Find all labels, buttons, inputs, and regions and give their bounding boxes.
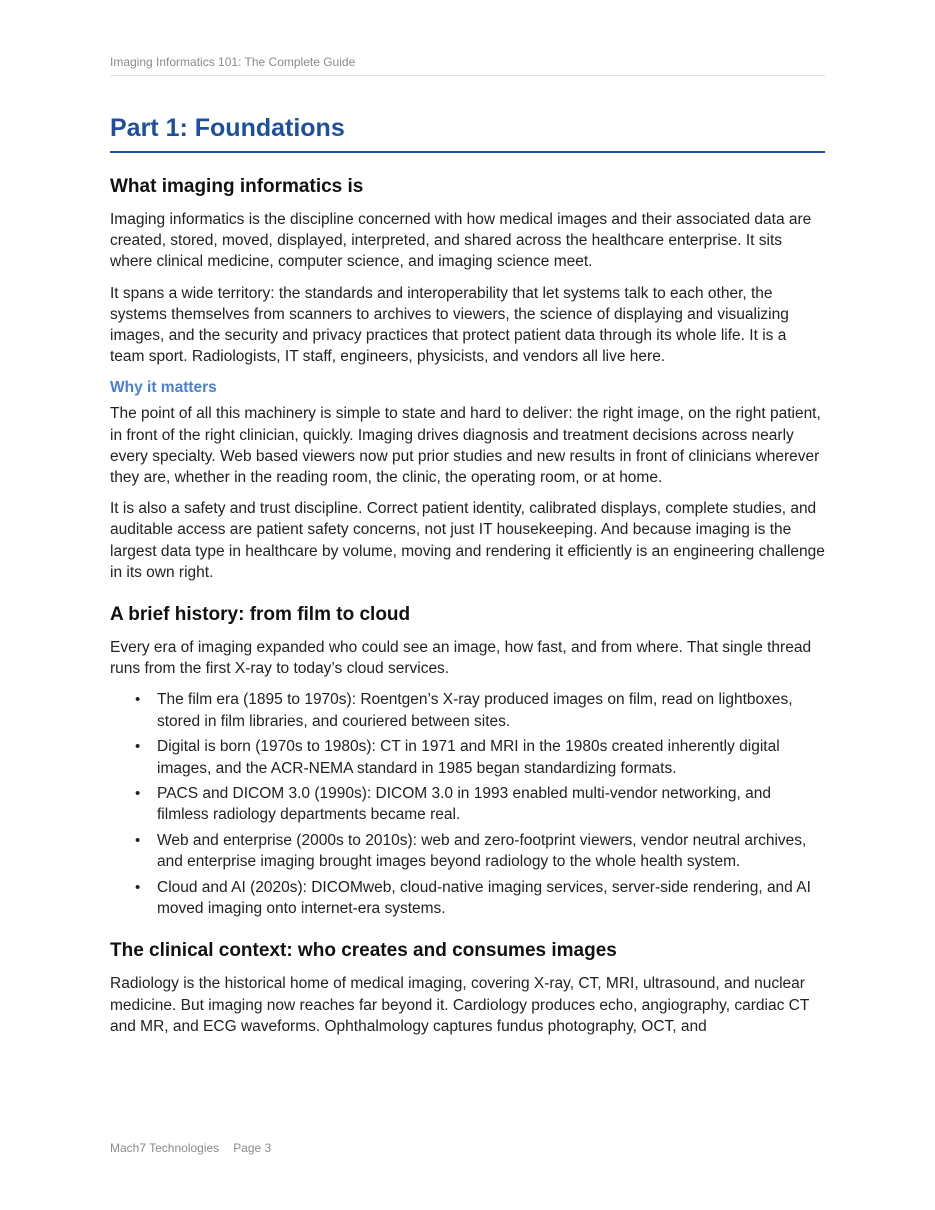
paragraph: Radiology is the historical home of medical imaging, covering X-ray, CT, MRI, ultrasound, and nuclear medicine. But imaging now reaches far beyond it. Cardiology produces echo, angiography, cardiac CT and MR, and ECG waveforms. Ophthalmology captures fundus photography, OCT, and — [110, 975, 810, 1035]
list-item — [135, 689, 825, 731]
page-number: Page 3 — [233, 1141, 272, 1155]
bullet-icon: • — [135, 691, 141, 709]
list-item-text: Web and enterprise (2000s to 2010s): web and zero-footprint viewers, vendor neutral archives, and enterprise imaging brought images beyond radiology to the whole health system. — [157, 832, 807, 871]
bullet-icon: • — [135, 785, 141, 803]
paragraph: The point of all this machinery is simple to state and hard to deliver: the right image, on the right patient, in front of the right clinician, quickly. Imaging drives diagnosis and treatment decisions across nearly every specialty. Web based viewers now put prior studies and new results in front of clinicians wherever they are, whether in the reading room, the clinic, the operating room, or at home. — [110, 405, 821, 487]
history-list — [110, 689, 825, 919]
list-item — [135, 830, 825, 872]
paragraph: Imaging informatics is the discipline concerned with how medical images and their associated data are created, stored, moved, displayed, interpreted, and shared across the healthcare enterprise. It sits where clinical medicine, computer science, and imaging science meet. — [110, 211, 812, 271]
list-item-text: Digital is born (1970s to 1980s): CT in 1971 and MRI in the 1980s created inherently digital images, and the ACR-NEMA standard in 1985 began standardizing formats. — [157, 738, 780, 777]
page-footer — [110, 1141, 271, 1155]
list-item-text: Cloud and AI (2020s): DICOMweb, cloud-native imaging services, server-side rendering, and AI moved imaging onto internet-era systems. — [157, 879, 811, 918]
paragraph: Every era of imaging expanded who could see an image, how fast, and from where. That single thread runs from the first X-ray to today’s cloud services. — [110, 639, 812, 678]
subsection-heading: Why it matters — [110, 379, 217, 397]
section-heading: The clinical context: who creates and consumes images — [110, 940, 617, 962]
bullet-icon: • — [135, 738, 141, 756]
list-item — [135, 783, 825, 825]
running-header: Imaging Informatics 101: The Complete Guide — [110, 55, 825, 76]
list-item-text: PACS and DICOM 3.0 (1990s): DICOM 3.0 in 1993 enabled multi-vendor networking, and filmless radiology departments became real. — [157, 785, 771, 824]
footer-company: Mach7 Technologies — [110, 1141, 220, 1155]
section-heading: What imaging informatics is — [110, 176, 364, 197]
section-clinical-context — [110, 938, 825, 1037]
bullet-icon: • — [135, 832, 141, 850]
list-item — [135, 877, 825, 919]
section-heading: A brief history: from film to cloud — [110, 604, 411, 626]
list-item — [135, 736, 825, 778]
part-title: Part 1: Foundations — [110, 114, 825, 153]
bullet-icon: • — [135, 879, 141, 897]
paragraph: It spans a wide territory: the standards and interoperability that let systems talk to each other, the systems themselves from scanners to archives to viewers, the science of displaying and visualizing images, and the security and privacy practices that protect patient data through its whole life. It is a team sport. Radiologists, IT staff, engineers, physicists, and vendors all live here. — [110, 284, 789, 366]
section-what-imaging-informatics-is — [110, 174, 825, 583]
list-item-text: The film era (1895 to 1970s): Roentgen’s X-ray produced images on film, read on lightboxes, stored in film libraries, and couriered between sites. — [157, 691, 793, 730]
paragraph: It is also a safety and trust discipline. Correct patient identity, calibrated displays, complete studies, and auditable access are patient safety concerns, not just IT housekeeping. And because imaging is the largest data type in healthcare by volume, moving and rendering it efficiently is an engineering challenge in its own right. — [110, 500, 825, 581]
section-history — [110, 602, 825, 919]
page-content — [110, 174, 825, 1047]
